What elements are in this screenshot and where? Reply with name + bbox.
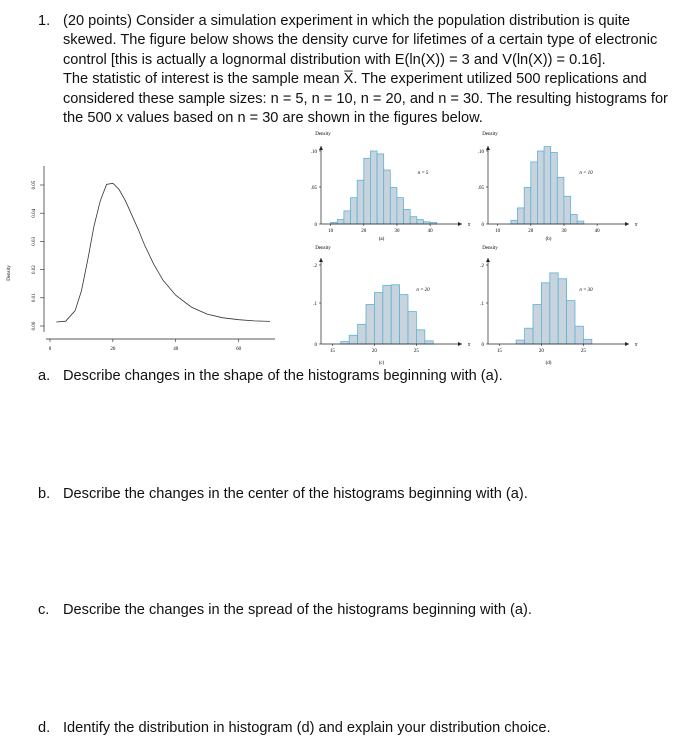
histogram-bar xyxy=(410,217,417,224)
density-ylabel: Density xyxy=(7,265,12,281)
histogram-bar xyxy=(577,221,584,224)
histogram-c xyxy=(313,246,471,366)
histogram-bar xyxy=(567,301,575,344)
question-line: control [this is actually a lognormal distribution with E(ln(X)) = 3 and V(ln(X)) = 0.16]. xyxy=(63,51,606,68)
part-d xyxy=(38,720,551,736)
histogram-bar xyxy=(351,198,358,224)
y-tick-label: .2 xyxy=(480,264,484,269)
histogram-bar xyxy=(524,188,531,225)
x-variable-label: x̅ xyxy=(468,223,471,228)
part-label: d. xyxy=(38,720,51,736)
density-curve-line xyxy=(56,183,270,322)
histogram-bar xyxy=(349,335,357,344)
x-tick-label: 0 xyxy=(48,347,52,352)
histogram-bar xyxy=(564,196,571,224)
y-tick-label: 0.00 xyxy=(32,321,37,331)
y-tick-label: .1 xyxy=(313,302,317,307)
histogram-bar xyxy=(417,220,424,224)
histogram-bar xyxy=(337,220,344,224)
y-tick-label: 0.01 xyxy=(32,293,37,303)
histogram-bar xyxy=(558,279,566,344)
x-tick-label: 20 xyxy=(538,349,544,354)
histogram-bar xyxy=(344,211,351,224)
histogram-bar xyxy=(551,153,558,225)
histogram-density-label: Density xyxy=(482,132,498,137)
histogram-bar xyxy=(516,340,524,344)
histogram-bar xyxy=(400,295,408,344)
x-tick-label: 30 xyxy=(561,229,567,234)
histogram-bar xyxy=(557,177,564,224)
histogram-b xyxy=(478,132,638,242)
x-tick-label: 25 xyxy=(580,349,586,354)
part-label: b. xyxy=(38,486,51,502)
part-b xyxy=(38,486,528,502)
question-line: The statistic of interest is the sample mean X̅. The experiment utilized 500 replications and xyxy=(63,71,647,88)
y-tick-label: 0 xyxy=(481,343,484,348)
histogram-bar xyxy=(364,158,371,224)
part-c xyxy=(38,602,532,618)
question-number: 1. xyxy=(38,13,51,29)
x-tick-label: 20 xyxy=(528,229,534,234)
y-tick-label: .10 xyxy=(310,150,317,155)
histogram-bar xyxy=(541,283,549,344)
x-tick-label: 40 xyxy=(173,347,179,352)
y-tick-label: 0 xyxy=(314,223,317,228)
sample-size-label: n = 5 xyxy=(417,171,429,176)
histogram-bar xyxy=(531,162,538,224)
histogram-bar xyxy=(583,339,591,344)
histogram-bar xyxy=(390,188,397,225)
part-text: Describe changes in the shape of the histograms beginning with (a). xyxy=(63,368,503,384)
question-line: (20 points) Consider a simulation experiment in which the population distribution is quite xyxy=(63,13,631,29)
histogram-bar xyxy=(537,151,544,224)
x-tick-label: 25 xyxy=(413,349,419,354)
y-tick-label: .05 xyxy=(477,186,484,191)
part-text: Describe the changes in the spread of the histograms beginning with (a). xyxy=(63,602,532,618)
y-axis-arrow xyxy=(486,146,490,150)
y-tick-label: 0.03 xyxy=(32,237,37,246)
histogram-bar xyxy=(416,330,424,344)
density-curve-chart xyxy=(7,166,275,352)
x-tick-label: 15 xyxy=(496,349,502,354)
y-tick-label: 0.04 xyxy=(32,208,37,218)
y-tick-label: .10 xyxy=(477,150,484,155)
histogram-bar xyxy=(397,198,404,224)
x-tick-label: 40 xyxy=(427,229,433,234)
histogram-bar xyxy=(370,151,377,224)
x-axis-arrow xyxy=(458,222,462,226)
histogram-a xyxy=(311,132,471,242)
part-text: Identify the distribution in histogram (d) and explain your distribution choice. xyxy=(63,720,551,736)
panel-label: (a) xyxy=(378,237,385,242)
histogram-bar xyxy=(550,273,558,344)
sample-size-label: n = 10 xyxy=(579,171,593,176)
y-axis-arrow xyxy=(319,258,323,262)
x-tick-label: 15 xyxy=(329,349,335,354)
question-line: skewed. The figure below shows the density curve for lifetimes of a certain type of electronic xyxy=(63,32,658,49)
part-label: a. xyxy=(38,368,51,384)
y-tick-label: 0.05 xyxy=(32,180,37,190)
x-variable-label: x̅ xyxy=(635,223,638,228)
histogram-bar xyxy=(377,154,384,224)
histogram-bar xyxy=(511,220,518,224)
histogram-d xyxy=(480,246,638,366)
x-tick-label: 30 xyxy=(394,229,400,234)
panel-label: (d) xyxy=(545,361,552,366)
histogram-bar xyxy=(383,286,391,345)
x-tick-label: 20 xyxy=(110,347,116,352)
x-tick-label: 20 xyxy=(361,229,367,234)
x-variable-label: x̅ xyxy=(468,343,471,348)
histogram-bar xyxy=(384,170,391,224)
x-axis-arrow xyxy=(625,222,629,226)
histogram-bar xyxy=(358,324,366,344)
question-line: the 500 x values based on n = 30 are shown in the figures below. xyxy=(63,110,483,127)
histogram-bar xyxy=(357,180,364,224)
y-tick-label: 0 xyxy=(314,343,317,348)
part-label: c. xyxy=(38,602,50,618)
sample-size-label: n = 30 xyxy=(579,288,593,293)
sample-size-label: n = 20 xyxy=(416,288,430,293)
y-tick-label: .05 xyxy=(310,186,317,191)
part-a xyxy=(38,368,503,384)
histogram-bar xyxy=(525,328,533,344)
y-axis-arrow xyxy=(486,258,490,262)
x-tick-label: 10 xyxy=(328,229,334,234)
histogram-density-label: Density xyxy=(315,132,331,137)
histogram-bar xyxy=(571,215,578,225)
y-tick-label: .1 xyxy=(480,302,484,307)
y-axis-arrow xyxy=(319,146,323,150)
histogram-bar xyxy=(518,208,525,224)
histogram-bar xyxy=(341,342,349,344)
x-axis-arrow xyxy=(625,342,629,346)
histogram-bar xyxy=(366,305,374,345)
x-tick-label: 60 xyxy=(236,347,242,352)
histogram-bar xyxy=(374,293,382,344)
panel-label: (c) xyxy=(378,361,385,366)
question-line: considered these sample sizes: n = 5, n = 10, n = 20, and n = 30. The resulting histograms for xyxy=(63,90,668,107)
x-tick-label: 10 xyxy=(495,229,501,234)
y-tick-label: 0.02 xyxy=(32,265,37,274)
y-tick-label: .2 xyxy=(313,264,317,269)
x-tick-label: 20 xyxy=(371,349,377,354)
panel-label: (b) xyxy=(545,237,552,242)
histogram-bar xyxy=(404,209,411,224)
histogram-bar xyxy=(391,285,399,344)
histogram-bar xyxy=(533,305,541,345)
histogram-bar xyxy=(408,312,416,344)
histogram-bar xyxy=(425,341,433,344)
histogram-density-label: Density xyxy=(315,246,331,251)
histogram-density-label: Density xyxy=(482,246,498,251)
part-text: Describe the changes in the center of the histograms beginning with (a). xyxy=(63,486,528,502)
x-variable-label: x̅ xyxy=(635,343,638,348)
x-tick-label: 40 xyxy=(594,229,600,234)
histogram-bar xyxy=(575,326,583,344)
histogram-bar xyxy=(544,147,551,224)
y-tick-label: 0 xyxy=(481,223,484,228)
x-axis-arrow xyxy=(458,342,462,346)
